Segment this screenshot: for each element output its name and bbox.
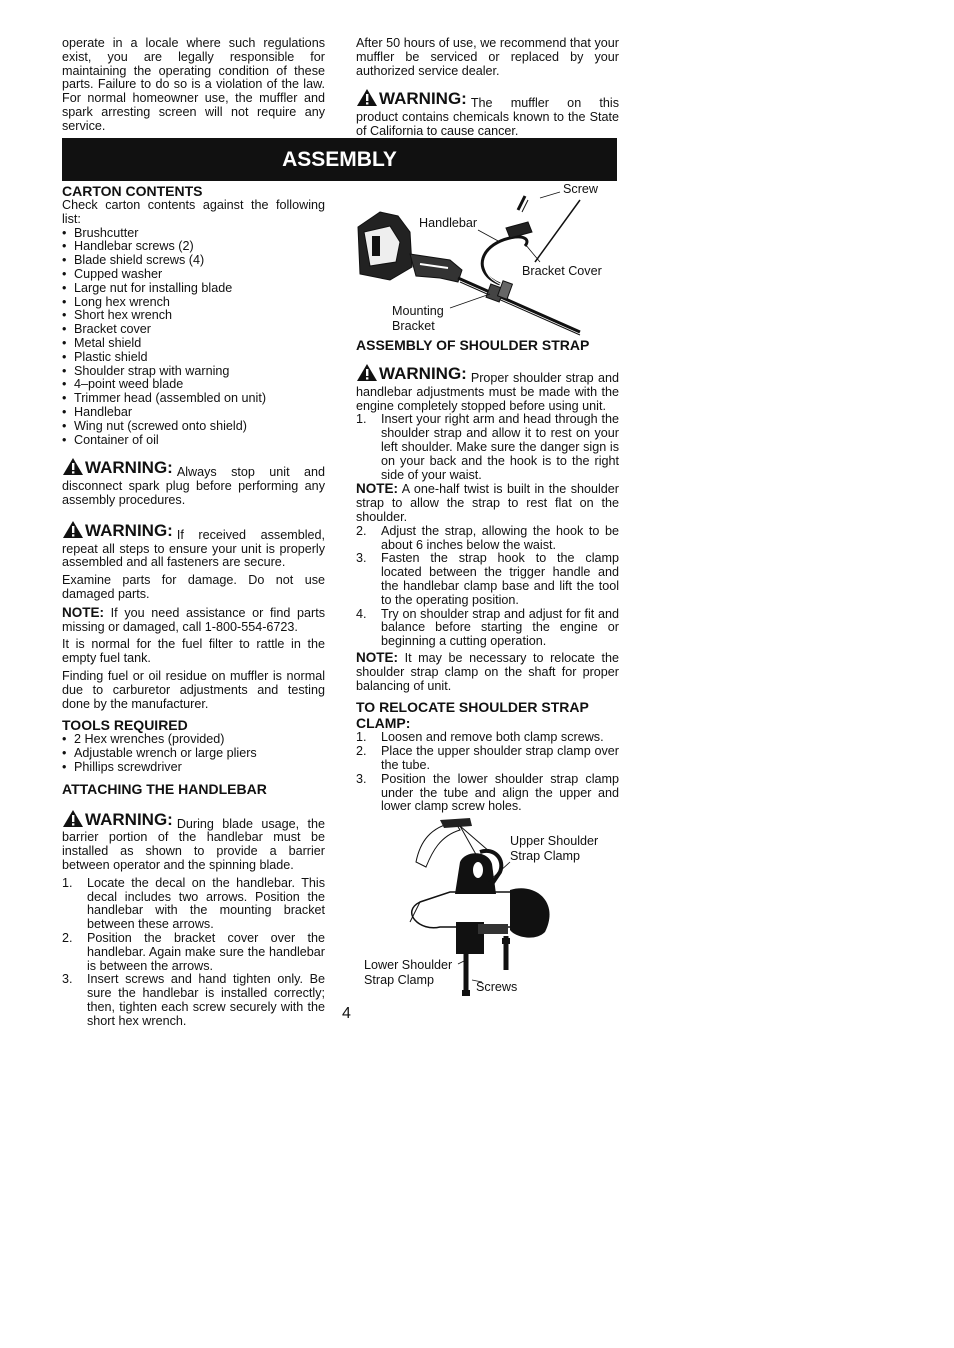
assembly-banner xyxy=(62,138,617,181)
list-item: • Large nut for installing blade xyxy=(62,282,325,296)
step-text: Fasten the strap hook to the clamp located between the trigger handle and the handlebar clamp base and lift the tool to the operating position. xyxy=(381,551,619,607)
list-item: • Phillips screwdriver xyxy=(62,761,325,775)
shoulder-step-1-list xyxy=(356,413,619,482)
step-number: 1. xyxy=(356,730,367,745)
list-item: • Brushcutter xyxy=(62,227,325,241)
list-item: 1. Insert your right arm and head through the shoulder strap and allow it to rest on your left shoulder. Make sure the danger sign is on your back and the hook is to the right side of your waist. xyxy=(356,412,619,482)
carton-list xyxy=(62,227,325,448)
label-screw: Screw xyxy=(563,182,598,196)
label-lower-1: Lower Shoulder xyxy=(364,958,453,972)
note-label: NOTE: xyxy=(356,481,398,497)
warning-text: Proper shoulder strap and handlebar adjustments must be made with the engine completely stopped before using unit. xyxy=(356,371,619,413)
note-relocate xyxy=(356,651,619,693)
residue-paragraph: Finding fuel or oil residue on muffler is normal due to carburetor adjustments and testing done by the manufacturer. xyxy=(62,668,325,711)
list-item xyxy=(62,932,325,973)
banner-title: ASSEMBLY xyxy=(282,147,397,171)
label-mounting-1: Mounting xyxy=(392,304,444,318)
tools-list xyxy=(62,733,325,774)
list-item: • Metal shield xyxy=(62,337,325,351)
shoulder-steps xyxy=(356,525,619,649)
list-item: • Handlebar screws (2) xyxy=(62,240,325,254)
left-column xyxy=(62,183,325,1031)
warning-text: The muffler on this product contains chemicals known to the State of California to cause cancer. xyxy=(356,96,619,138)
fuel-filter-paragraph: It is normal for the fuel filter to rattle in the empty fuel tank. xyxy=(62,637,325,666)
step-text: Insert screws and hand tighten only. Be sure the handlebar is installed correctly; then, tighten each screw securely with the short hex wrench. xyxy=(87,972,325,1028)
warning-stop-unit xyxy=(62,457,325,507)
step-number: 2. xyxy=(356,523,367,538)
warning-barrier xyxy=(62,809,325,873)
label-lower-2: Strap Clamp xyxy=(364,973,434,987)
step-text: Adjust the strap, allowing the hook to be about 6 inches below the waist. xyxy=(381,523,619,552)
relocate-steps xyxy=(356,731,619,814)
step-text: Loosen and remove both clamp screws. xyxy=(381,730,604,745)
step-number: 2. xyxy=(356,744,367,759)
warning-label: WARNING: xyxy=(356,363,467,382)
list-item: • Plastic shield xyxy=(62,351,325,365)
carton-contents-heading: CARTON CONTENTS xyxy=(62,183,203,199)
muffler-warning xyxy=(356,88,619,138)
step-number: 1. xyxy=(62,875,73,890)
warning-label: WARNING: xyxy=(356,88,467,107)
warning-received-assembled xyxy=(62,520,325,570)
step-text: Position the lower shoulder strap clamp under the tube and align the upper and lower clamp screw holes. xyxy=(381,771,619,814)
list-item: • Bracket cover xyxy=(62,323,325,337)
handlebar-figure xyxy=(350,182,620,337)
examine-paragraph: Examine parts for damage. Do not use damaged parts. xyxy=(62,573,325,601)
list-item xyxy=(356,745,619,773)
warning-shoulder xyxy=(356,363,619,413)
step-text: Locate the decal on the handlebar. This decal includes two arrows. Position the handlebar with the mounting bracket between these arrows. xyxy=(87,875,325,932)
step-number: 4. xyxy=(356,606,367,621)
top-left-column xyxy=(62,37,325,138)
label-bracket-cover: Bracket Cover xyxy=(522,264,602,278)
list-item xyxy=(356,552,619,607)
list-item: • 4–point weed blade xyxy=(62,378,325,392)
clamp-figure xyxy=(360,812,620,1004)
list-item xyxy=(62,877,325,932)
label-upper-2: Strap Clamp xyxy=(510,849,580,863)
relocate-heading: TO RELOCATE SHOULDER STRAP CLAMP: xyxy=(356,699,589,732)
note-text: A one-half twist is built in the shoulder strap to allow the strap to rest flat on the shoulder. xyxy=(356,482,619,524)
list-item xyxy=(356,773,619,814)
warning-triangle-icon xyxy=(62,809,84,828)
list-item: • Blade shield screws (4) xyxy=(62,254,325,268)
list-item xyxy=(62,973,325,1028)
handlebar-steps xyxy=(62,877,325,1029)
handlebar-heading: ATTACHING THE HANDLEBAR xyxy=(62,780,267,797)
handlebar-illustration xyxy=(350,182,620,337)
list-item: • Cupped washer xyxy=(62,268,325,282)
note-label: NOTE: xyxy=(356,649,398,665)
warning-text: During blade usage, the barrier portion of the handlebar must be installed as shown to provide a barrier between operator and the spinning blade. xyxy=(62,816,325,873)
note-twist xyxy=(356,482,619,524)
step-text: Position the bracket cover over the handlebar. Again make sure the handlebar is between the arrows. xyxy=(87,931,325,973)
note-assistance xyxy=(62,606,325,635)
step-number: 3. xyxy=(356,551,367,566)
muffler-service-paragraph: After 50 hours of use, we recommend that your muffler be serviced or replaced by your authorized service dealer. xyxy=(356,36,619,78)
list-item: • Adjustable wrench or large pliers xyxy=(62,747,325,761)
warning-label: WARNING: xyxy=(62,809,173,828)
note-label: NOTE: xyxy=(62,604,104,620)
step-text: Place the upper shoulder strap clamp over the tube. xyxy=(381,744,619,772)
warning-triangle-icon xyxy=(62,457,84,476)
label-handlebar: Handlebar xyxy=(419,216,478,230)
list-item: • Short hex wrench xyxy=(62,309,325,323)
carton-intro: Check carton contents against the following list: xyxy=(62,198,325,226)
label-mounting-2: Bracket xyxy=(392,319,435,333)
warning-text: Always stop unit and disconnect spark plug before performing any assembly procedures. xyxy=(62,465,325,507)
tools-heading: TOOLS REQUIRED xyxy=(62,717,188,734)
step-number: 3. xyxy=(62,972,73,987)
list-item xyxy=(356,608,619,649)
step-text: Try on shoulder strap and adjust for fit and balance before starting the engine or beginning a cutting operation. xyxy=(381,606,619,649)
note-text: It may be necessary to relocate the shoulder strap clamp on the shaft for proper balancing of unit. xyxy=(356,650,619,693)
warning-triangle-icon xyxy=(356,363,378,382)
shoulder-strap-heading: ASSEMBLY OF SHOULDER STRAP xyxy=(356,337,590,353)
warning-triangle-icon xyxy=(356,88,378,107)
step-number: 3. xyxy=(356,771,367,786)
warning-label: WARNING: xyxy=(62,457,173,476)
note-text: If you need assistance or find parts missing or damaged, call 1-800-554-6723. xyxy=(62,605,325,634)
list-item xyxy=(356,731,619,745)
label-screws: Screws xyxy=(476,980,518,994)
page-number: 4 xyxy=(342,1005,351,1022)
continued-paragraph: operate in a locale where such regulations exist, you are legally responsible for maintaining the operating condition of these parts. Failure to do so is a violation of the law. For normal homeowner use, the muffler and spark arresting screen will not require any service. xyxy=(62,36,325,133)
warning-label: WARNING: xyxy=(62,520,173,539)
list-item: • Container of oil xyxy=(62,434,325,448)
list-item: • Handlebar xyxy=(62,406,325,420)
list-item: • Long hex wrench xyxy=(62,296,325,310)
list-item: • 2 Hex wrenches (provided) xyxy=(62,733,325,747)
list-item xyxy=(356,525,619,553)
warning-triangle-icon xyxy=(62,520,84,539)
label-upper-1: Upper Shoulder xyxy=(510,834,599,848)
list-item: • Wing nut (screwed onto shield) xyxy=(62,420,325,434)
list-item: • Shoulder strap with warning xyxy=(62,365,325,379)
list-item: • Trimmer head (assembled on unit) xyxy=(62,392,325,406)
warning-text: If received assembled, repeat all steps to ensure your unit is properly assembled and all fasteners are secure. xyxy=(62,527,325,570)
top-right-column xyxy=(356,37,619,143)
right-column xyxy=(356,337,619,816)
step-number: 2. xyxy=(62,931,73,946)
